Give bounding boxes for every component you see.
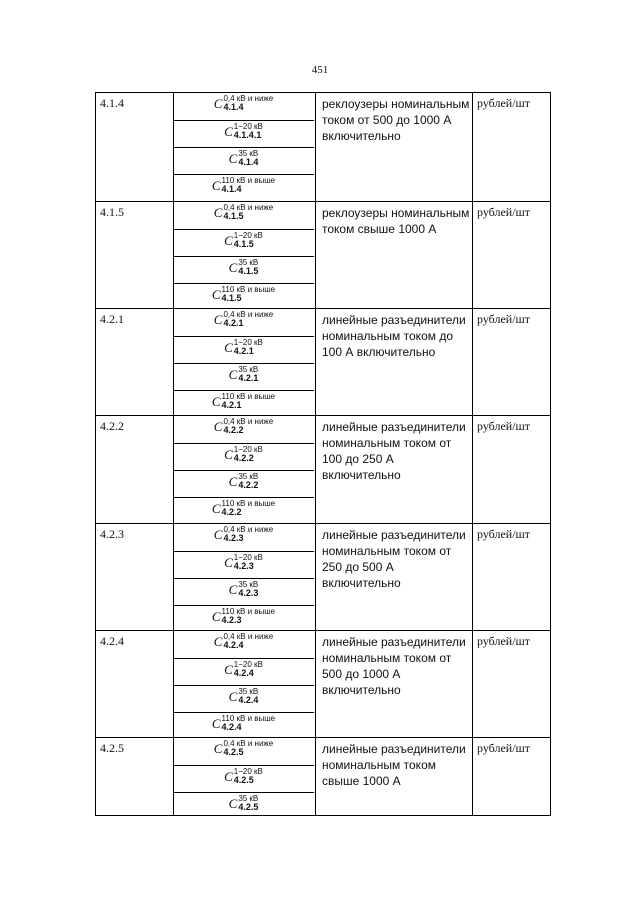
item-code-subscript: 4.2.2 — [233, 453, 254, 464]
tariff-table — [95, 92, 551, 816]
cost-formula — [173, 258, 314, 276]
row-description: реклоузеры номинальным током свыше 1000 А — [322, 206, 470, 236]
formula-indices — [234, 446, 263, 462]
formula-cell — [173, 578, 314, 605]
row-unit: рублей/шт — [477, 312, 531, 326]
cost-formula — [173, 499, 314, 517]
row-description: линейные разъединители номинальным током от 500 до 1000 А включительно — [322, 635, 466, 697]
formula-symbol: C — [224, 340, 233, 355]
formula-indices — [238, 366, 258, 382]
item-code-subscript: 4.1.4 — [223, 102, 244, 113]
row-description: линейные разъединители номинальным током до 100 А включительно — [322, 313, 466, 359]
cost-formula — [173, 472, 314, 490]
formula-symbol: C — [224, 555, 233, 570]
cost-formula — [173, 310, 314, 328]
formula-cell — [173, 792, 314, 819]
formula-indices — [234, 554, 263, 570]
formula-indices — [223, 740, 273, 756]
formula-indices — [234, 232, 263, 248]
formula-cell — [173, 738, 314, 765]
formula-symbol: C — [213, 96, 223, 111]
item-code-subscript: 4.2.4 — [221, 722, 242, 733]
cost-formula — [173, 417, 314, 435]
formula-symbol: C — [224, 233, 233, 248]
formula-indices — [234, 339, 263, 355]
cost-formula — [173, 632, 314, 650]
formula-indices — [238, 688, 258, 704]
formula-cell — [173, 283, 314, 310]
item-code-subscript: 4.2.5 — [223, 747, 244, 758]
voltage-class-superscript: 35 кВ — [238, 580, 259, 590]
formula-cell — [173, 309, 314, 336]
formula-symbol: C — [211, 178, 221, 193]
voltage-class-superscript: 35 кВ — [238, 687, 259, 697]
formula-cell — [173, 605, 314, 632]
row-code: 4.1.4 — [100, 96, 124, 110]
formula-indices — [222, 608, 276, 624]
row-code: 4.1.5 — [100, 205, 124, 219]
voltage-class-superscript: 35 кВ — [238, 365, 259, 375]
formula-symbol: C — [228, 151, 238, 166]
formula-symbol: C — [211, 287, 221, 302]
voltage-class-superscript: 110 кВ и выше — [221, 499, 276, 509]
formula-cell — [173, 416, 314, 443]
table-row — [96, 201, 550, 309]
formula-indices — [234, 768, 263, 784]
cost-formula — [173, 794, 314, 812]
formula-cell — [173, 202, 314, 229]
voltage-class-superscript: 0,4 кВ и ниже — [223, 739, 274, 749]
item-code-subscript: 4.2.5 — [238, 802, 259, 813]
formula-cell — [173, 390, 314, 417]
formula-symbol: C — [213, 741, 223, 756]
voltage-class-superscript: 1−20 кВ — [233, 767, 263, 777]
row-unit: рублей/шт — [477, 419, 531, 433]
table-row — [96, 93, 550, 201]
table-row — [96, 415, 550, 524]
cost-formula — [173, 660, 314, 678]
voltage-class-superscript: 0,4 кВ и ниже — [223, 417, 274, 427]
formula-indices — [238, 150, 258, 166]
formula-symbol: C — [213, 527, 223, 542]
formula-indices — [234, 123, 263, 139]
formula-cell — [173, 256, 314, 283]
formula-indices — [222, 393, 276, 409]
formula-indices — [223, 95, 273, 111]
item-code-subscript: 4.2.3 — [221, 615, 242, 626]
row-description: линейные разъединители номинальным током от 250 до 500 А включительно — [322, 528, 466, 590]
item-code-subscript: 4.1.4 — [221, 184, 242, 195]
cost-formula — [173, 203, 314, 221]
table-row — [96, 523, 550, 631]
formula-indices — [223, 204, 273, 220]
formula-cell — [173, 443, 314, 470]
cost-formula — [173, 149, 314, 167]
item-code-subscript: 4.2.1 — [221, 400, 242, 411]
row-description: реклоузеры номинальным током от 500 до 1000 А включительно — [322, 97, 470, 143]
cost-formula — [173, 392, 314, 410]
row-unit: рублей/шт — [477, 634, 531, 648]
formula-symbol: C — [224, 447, 233, 462]
cost-formula — [173, 525, 314, 543]
item-code-subscript: 4.2.2 — [221, 507, 242, 518]
item-code-subscript: 4.1.5 — [233, 239, 254, 250]
formula-indices — [234, 661, 263, 677]
item-code-subscript: 4.2.3 — [233, 561, 254, 572]
item-code-subscript: 4.2.1 — [223, 318, 244, 329]
item-code-subscript: 4.1.5 — [223, 211, 244, 222]
row-code: 4.2.4 — [100, 634, 124, 648]
formula-symbol: C — [213, 312, 223, 327]
formula-symbol: C — [211, 609, 221, 624]
item-code-subscript: 4.2.4 — [238, 695, 259, 706]
voltage-class-superscript: 1−20 кВ — [233, 553, 263, 563]
formula-symbol: C — [228, 796, 238, 811]
formula-symbol: C — [211, 501, 221, 516]
item-code-subscript: 4.2.4 — [223, 640, 244, 651]
cost-formula — [173, 553, 314, 571]
cost-formula — [173, 607, 314, 625]
formula-symbol: C — [213, 634, 223, 649]
item-code-subscript: 4.1.5 — [238, 266, 259, 277]
formula-cell — [173, 631, 314, 658]
cost-formula — [173, 122, 314, 140]
formula-cell — [173, 658, 314, 685]
item-code-subscript: 4.1.4.1 — [233, 130, 262, 141]
cost-formula — [173, 94, 314, 112]
cost-formula — [173, 739, 314, 757]
voltage-class-superscript: 35 кВ — [238, 794, 259, 804]
row-unit: рублей/шт — [477, 741, 531, 755]
cost-formula — [173, 580, 314, 598]
voltage-class-superscript: 0,4 кВ и ниже — [223, 525, 274, 535]
formula-cell — [173, 120, 314, 147]
voltage-class-superscript: 0,4 кВ и ниже — [223, 632, 274, 642]
item-code-subscript: 4.2.3 — [223, 533, 244, 544]
formula-indices — [222, 715, 276, 731]
table-row — [96, 737, 550, 818]
voltage-class-superscript: 0,4 кВ и ниже — [223, 203, 274, 213]
formula-symbol: C — [211, 716, 221, 731]
item-code-subscript: 4.1.5 — [221, 293, 242, 304]
voltage-class-superscript: 110 кВ и выше — [221, 392, 276, 402]
item-code-subscript: 4.2.2 — [238, 480, 259, 491]
formula-indices — [222, 286, 276, 302]
table-row — [96, 630, 550, 738]
formula-indices — [238, 581, 258, 597]
formula-indices — [223, 311, 273, 327]
formula-symbol: C — [228, 474, 238, 489]
formula-symbol: C — [228, 367, 238, 382]
table-row — [96, 308, 550, 416]
voltage-class-superscript: 1−20 кВ — [233, 660, 263, 670]
voltage-class-superscript: 110 кВ и выше — [221, 285, 276, 295]
cost-formula — [173, 687, 314, 705]
formula-indices — [223, 633, 273, 649]
item-code-subscript: 4.2.2 — [223, 425, 244, 436]
voltage-class-superscript: 35 кВ — [238, 258, 259, 268]
row-code: 4.2.5 — [100, 741, 124, 755]
voltage-class-superscript: 0,4 кВ и ниже — [223, 94, 274, 104]
formula-cell — [173, 524, 314, 551]
formula-symbol: C — [228, 689, 238, 704]
formula-symbol: C — [228, 582, 238, 597]
formula-cell — [173, 765, 314, 792]
voltage-class-superscript: 110 кВ и выше — [221, 607, 276, 617]
voltage-class-superscript: 110 кВ и выше — [221, 176, 276, 186]
row-description: линейные разъединители номинальным током свыше 1000 А — [322, 742, 466, 788]
formula-cell — [173, 93, 314, 120]
formula-symbol: C — [228, 260, 238, 275]
formula-cell — [173, 147, 314, 174]
formula-cell — [173, 497, 314, 524]
formula-indices — [223, 418, 273, 434]
item-code-subscript: 4.2.1 — [233, 346, 254, 357]
formula-cell — [173, 685, 314, 712]
formula-cell — [173, 712, 314, 739]
row-unit: рублей/шт — [477, 96, 531, 110]
formula-indices — [238, 473, 258, 489]
voltage-class-superscript: 1−20 кВ — [233, 338, 263, 348]
page-number: 451 — [311, 64, 329, 76]
cost-formula — [173, 714, 314, 732]
voltage-class-superscript: 1−20 кВ — [233, 122, 263, 132]
voltage-class-superscript: 1−20 кВ — [233, 445, 263, 455]
row-code: 4.2.1 — [100, 312, 124, 326]
row-description: линейные разъединители номинальным током от 100 до 250 А включительно — [322, 420, 466, 482]
formula-cell — [173, 470, 314, 497]
formula-symbol: C — [213, 205, 223, 220]
row-unit: рублей/шт — [477, 205, 531, 219]
item-code-subscript: 4.2.3 — [238, 588, 259, 599]
formula-indices — [222, 500, 276, 516]
formula-cell — [173, 336, 314, 363]
voltage-class-superscript: 35 кВ — [238, 149, 259, 159]
cost-formula — [173, 338, 314, 356]
formula-cell — [173, 551, 314, 578]
formula-symbol: C — [224, 124, 233, 139]
item-code-subscript: 4.2.4 — [233, 668, 254, 679]
formula-symbol: C — [224, 662, 233, 677]
formula-cell — [173, 363, 314, 390]
formula-symbol: C — [224, 769, 233, 784]
formula-cell — [173, 229, 314, 256]
voltage-class-superscript: 110 кВ и выше — [221, 714, 276, 724]
cost-formula — [173, 767, 314, 785]
formula-symbol: C — [213, 419, 223, 434]
row-code: 4.2.3 — [100, 527, 124, 541]
formula-indices — [238, 795, 258, 811]
formula-cell — [173, 174, 314, 201]
voltage-class-superscript: 1−20 кВ — [233, 231, 263, 241]
formula-indices — [238, 259, 258, 275]
row-unit: рублей/шт — [477, 527, 531, 541]
cost-formula — [173, 445, 314, 463]
formula-indices — [223, 526, 273, 542]
cost-formula — [173, 176, 314, 194]
item-code-subscript: 4.2.5 — [233, 775, 254, 786]
cost-formula — [173, 365, 314, 383]
item-code-subscript: 4.1.4 — [238, 157, 259, 168]
voltage-class-superscript: 0,4 кВ и ниже — [223, 310, 274, 320]
formula-indices — [222, 177, 276, 193]
cost-formula — [173, 231, 314, 249]
cost-formula — [173, 285, 314, 303]
row-code: 4.2.2 — [100, 419, 124, 433]
item-code-subscript: 4.2.1 — [238, 373, 259, 384]
formula-symbol: C — [211, 394, 221, 409]
voltage-class-superscript: 35 кВ — [238, 472, 259, 482]
